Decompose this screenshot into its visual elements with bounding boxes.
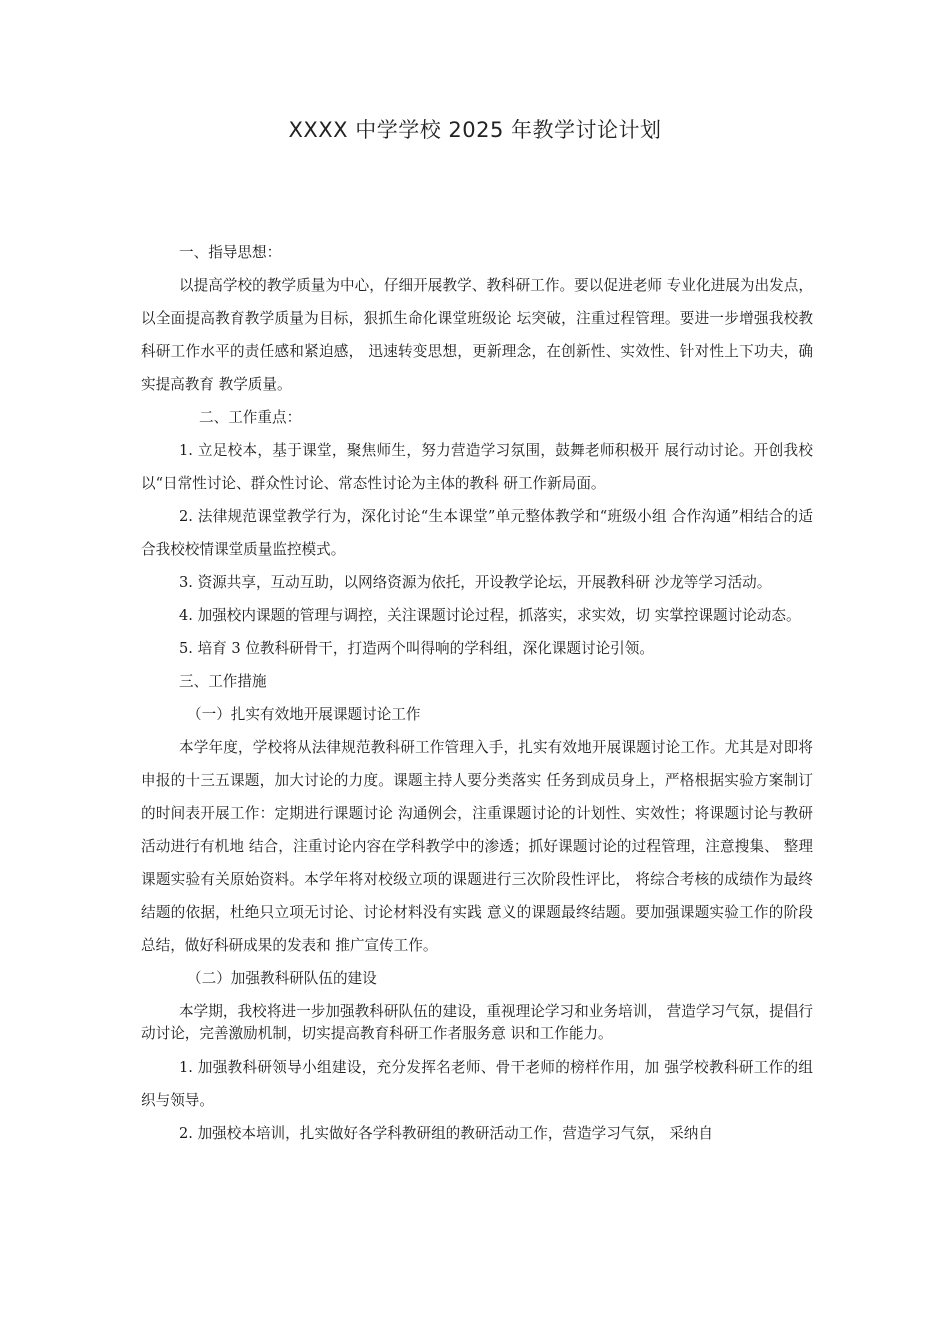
paragraph: 4. 加强校内课题的管理与调控，关注课题讨论过程，抓落实，求实效，切 实掌控课题讨论动态。 bbox=[179, 607, 801, 624]
paragraph: （二）加强教科研队伍的建设 bbox=[187, 970, 377, 987]
paragraph: （一）扎实有效地开展课题讨论工作 bbox=[187, 706, 421, 723]
paragraph: 2. 加强校本培训，扎实做好各学科教研组的教研活动工作，营造学习气氛， 采纳自 bbox=[179, 1125, 713, 1142]
paragraph: 1. 加强教科研领导小组建设，充分发挥名老师、骨干老师的榜样作用，加 强学校教科研工作的组织与领导。 bbox=[141, 1059, 813, 1109]
paragraph: 一、指导思想： bbox=[179, 244, 282, 261]
paragraph: 三、工作措施 bbox=[179, 673, 267, 690]
paragraph: 3. 资源共享，互动互助，以网络资源为依托，开设教学论坛，开展教科研 沙龙等学习活动。 bbox=[179, 574, 772, 591]
paragraph: 1. 立足校本，基于课堂，聚焦师生，努力营造学习氛围，鼓舞老师积极开 展行动讨论。开创我校以“日常性讨论、群众性讨论、常态性讨论为主体的教科 研工作新局面。 bbox=[141, 442, 813, 492]
document-body bbox=[141, 236, 813, 1150]
document-title: XXXX 中学学校 2025 年教学讨论计划 bbox=[288, 118, 662, 142]
paragraph: 5. 培育 3 位教科研骨干，打造两个叫得响的学科组，深化课题讨论引领。 bbox=[179, 640, 654, 657]
paragraph: 本学年度，学校将从法律规范教科研工作管理入手，扎实有效地开展课题讨论工作。尤其是对即将申报的十三五课题，加大讨论的力度。课题主持人要分类落实 任务到成员身上，严格根据实验方案制订的时间表开展工作：定期进行课题讨论 沟通例会，注重课题讨论的计划性、实效性；将课题讨论与教研活动进行有机地 结合，注重讨论内容在学科教学中的渗透；抓好课题讨论的过程管理，注意搜集、 整理课题实验有关原始资料。本学年将对校级立项的课题进行三次阶段性评比， 将综合考核的成绩作为最终结题的依据，杜绝只立项无讨论、讨论材料没有实践 意义的课题最终结题。要加强课题实验工作的阶段总结，做好科研成果的发表和 推广宣传工作。 bbox=[141, 739, 813, 954]
paragraph: 本学期，我校将进一步加强教科研队伍的建设，重视理论学习和业务培训， 营造学习气氛，提倡行动讨论，完善激励机制，切实提高教育科研工作者服务意 识和工作能力。 bbox=[141, 1003, 813, 1042]
paragraph: 以提高学校的教学质量为中心，仔细开展教学、教科研工作。要以促进老师 专业化进展为出发点，以全面提高教育教学质量为目标，狠抓生命化课堂班级论 坛突破，注重过程管理。要进一步增强我校教科研工作水平的责任感和紧迫感， 迅速转变思想，更新理念，在创新性、实效性、针对性上下功夫，确实提高教育 教学质量。 bbox=[141, 277, 813, 393]
paragraph: 2. 法律规范课堂教学行为，深化讨论“生本课堂”单元整体教学和“班级小组 合作沟通”相结合的适合我校校情课堂质量监控模式。 bbox=[141, 508, 813, 558]
paragraph: 二、工作重点： bbox=[199, 409, 302, 426]
